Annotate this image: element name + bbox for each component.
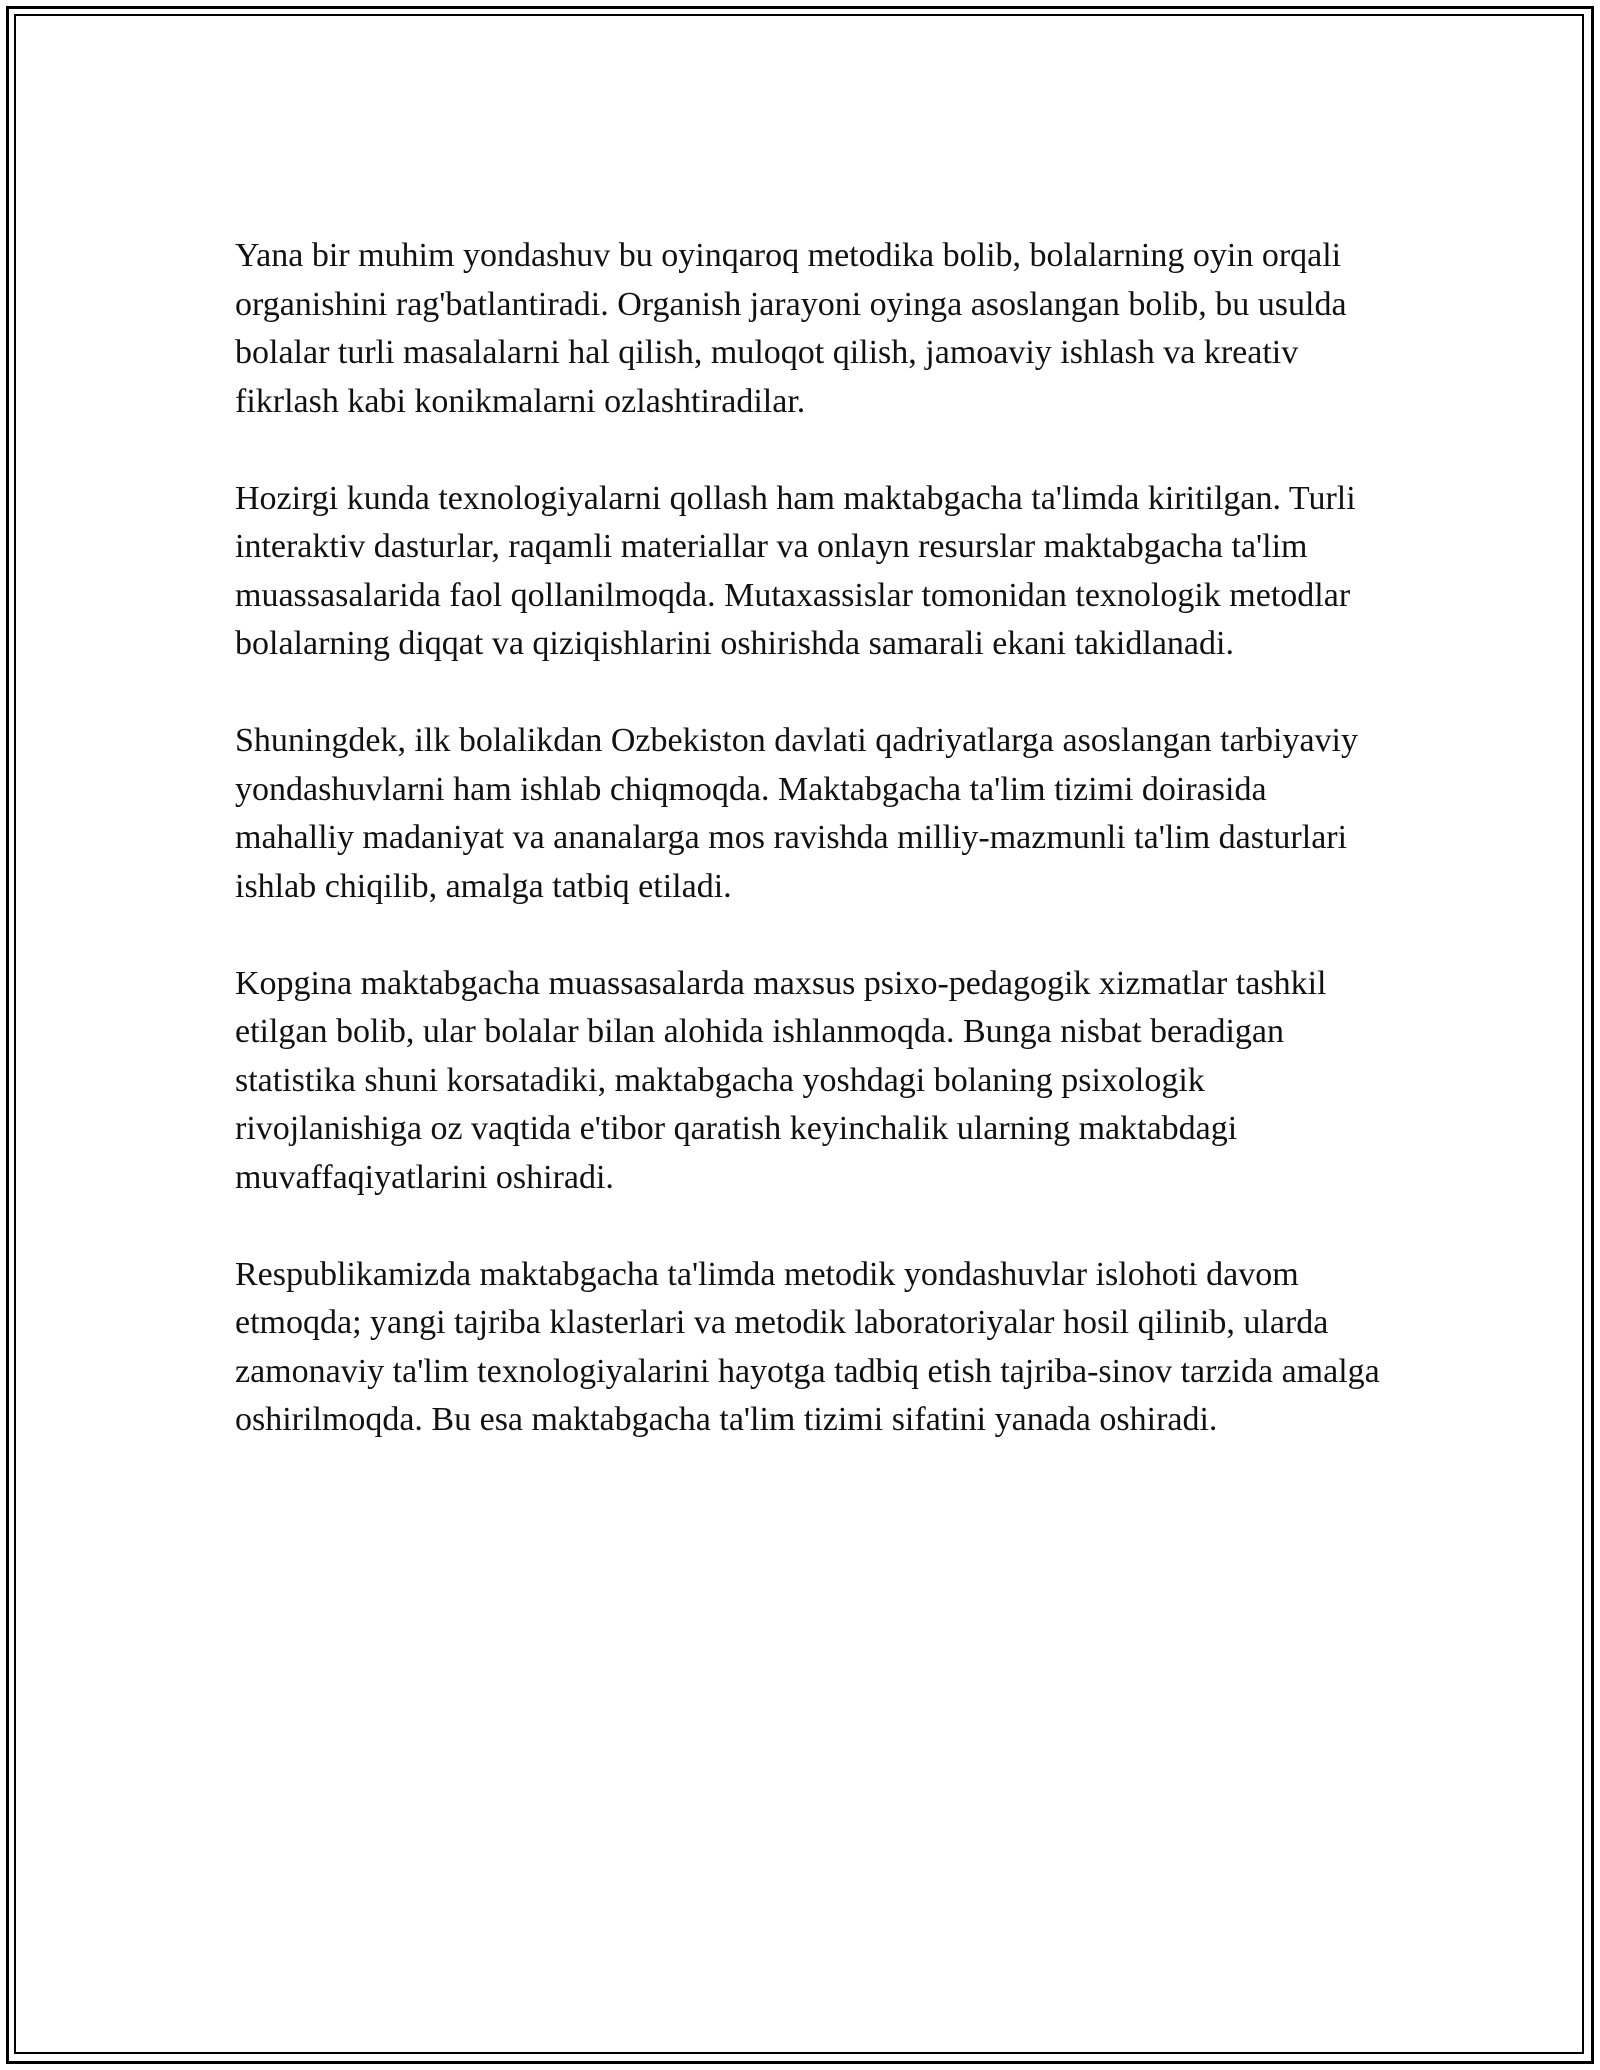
document-body xyxy=(235,232,1385,1493)
paragraph-2: Hozirgi kunda texnologiyalarni qollash ham maktabgacha ta'limda kiritilgan. Turli interaktiv dasturlar, raqamli materiallar va onlayn resurslar maktabgacha ta'lim muassasalarida faol qollanilmoqda. Mutaxassislar tomonidan texnologik metodlar bolalarning diqqat va qiziqishlarini oshirishda samarali ekani takidlanadi. xyxy=(235,479,1356,662)
paragraph-4: Kopgina maktabgacha muassasalarda maxsus psixo-pedagogik xizmatlar tashkil etilgan bolib, ular bolalar bilan alohida ishlanmoqda. Bunga nisbat beradigan statistika shuni korsatadiki, maktabgacha yoshdagi bolaning psixologik rivojlanishiga oz vaqtida e'tibor qaratish keyinchalik ularning maktabdagi muvaffaqiyatlarini oshiradi. xyxy=(235,964,1327,1196)
paragraph-1: Yana bir muhim yondashuv bu oyinqaroq metodika bolib, bolalarning oyin orqali organishini rag'batlantiradi. Organish jarayoni oyinga asoslangan bolib, bu usulda bolalar turli masalalarni hal qilish, muloqot qilish, jamoaviy ishlash va kreativ fikrlash kabi konikmalarni ozlashtiradilar. xyxy=(235,237,1347,420)
paragraph-5: Respublikamizda maktabgacha ta'limda metodik yondashuvlar islohoti davom etmoqda; yangi tajriba klasterlari va metodik laboratoriyalar hosil qilinib, ularda zamonaviy ta'lim texnologiyalarini hayotga tadbiq etish tajriba-sinov tarzida amalga oshirilmoqda. Bu esa maktabgacha ta'lim tizimi sifatini yanada oshiradi. xyxy=(235,1255,1380,1438)
paragraph-3: Shuningdek, ilk bolalikdan Ozbekiston davlati qadriyatlarga asoslangan tarbiyaviy yondashuvlarni ham ishlab chiqmoqda. Maktabgacha ta'lim tizimi doirasida mahalliy madaniyat va ananalarga mos ravishda milliy-mazmunli ta'lim dasturlari ishlab chiqilib, amalga tatbiq etiladi. xyxy=(235,722,1358,905)
